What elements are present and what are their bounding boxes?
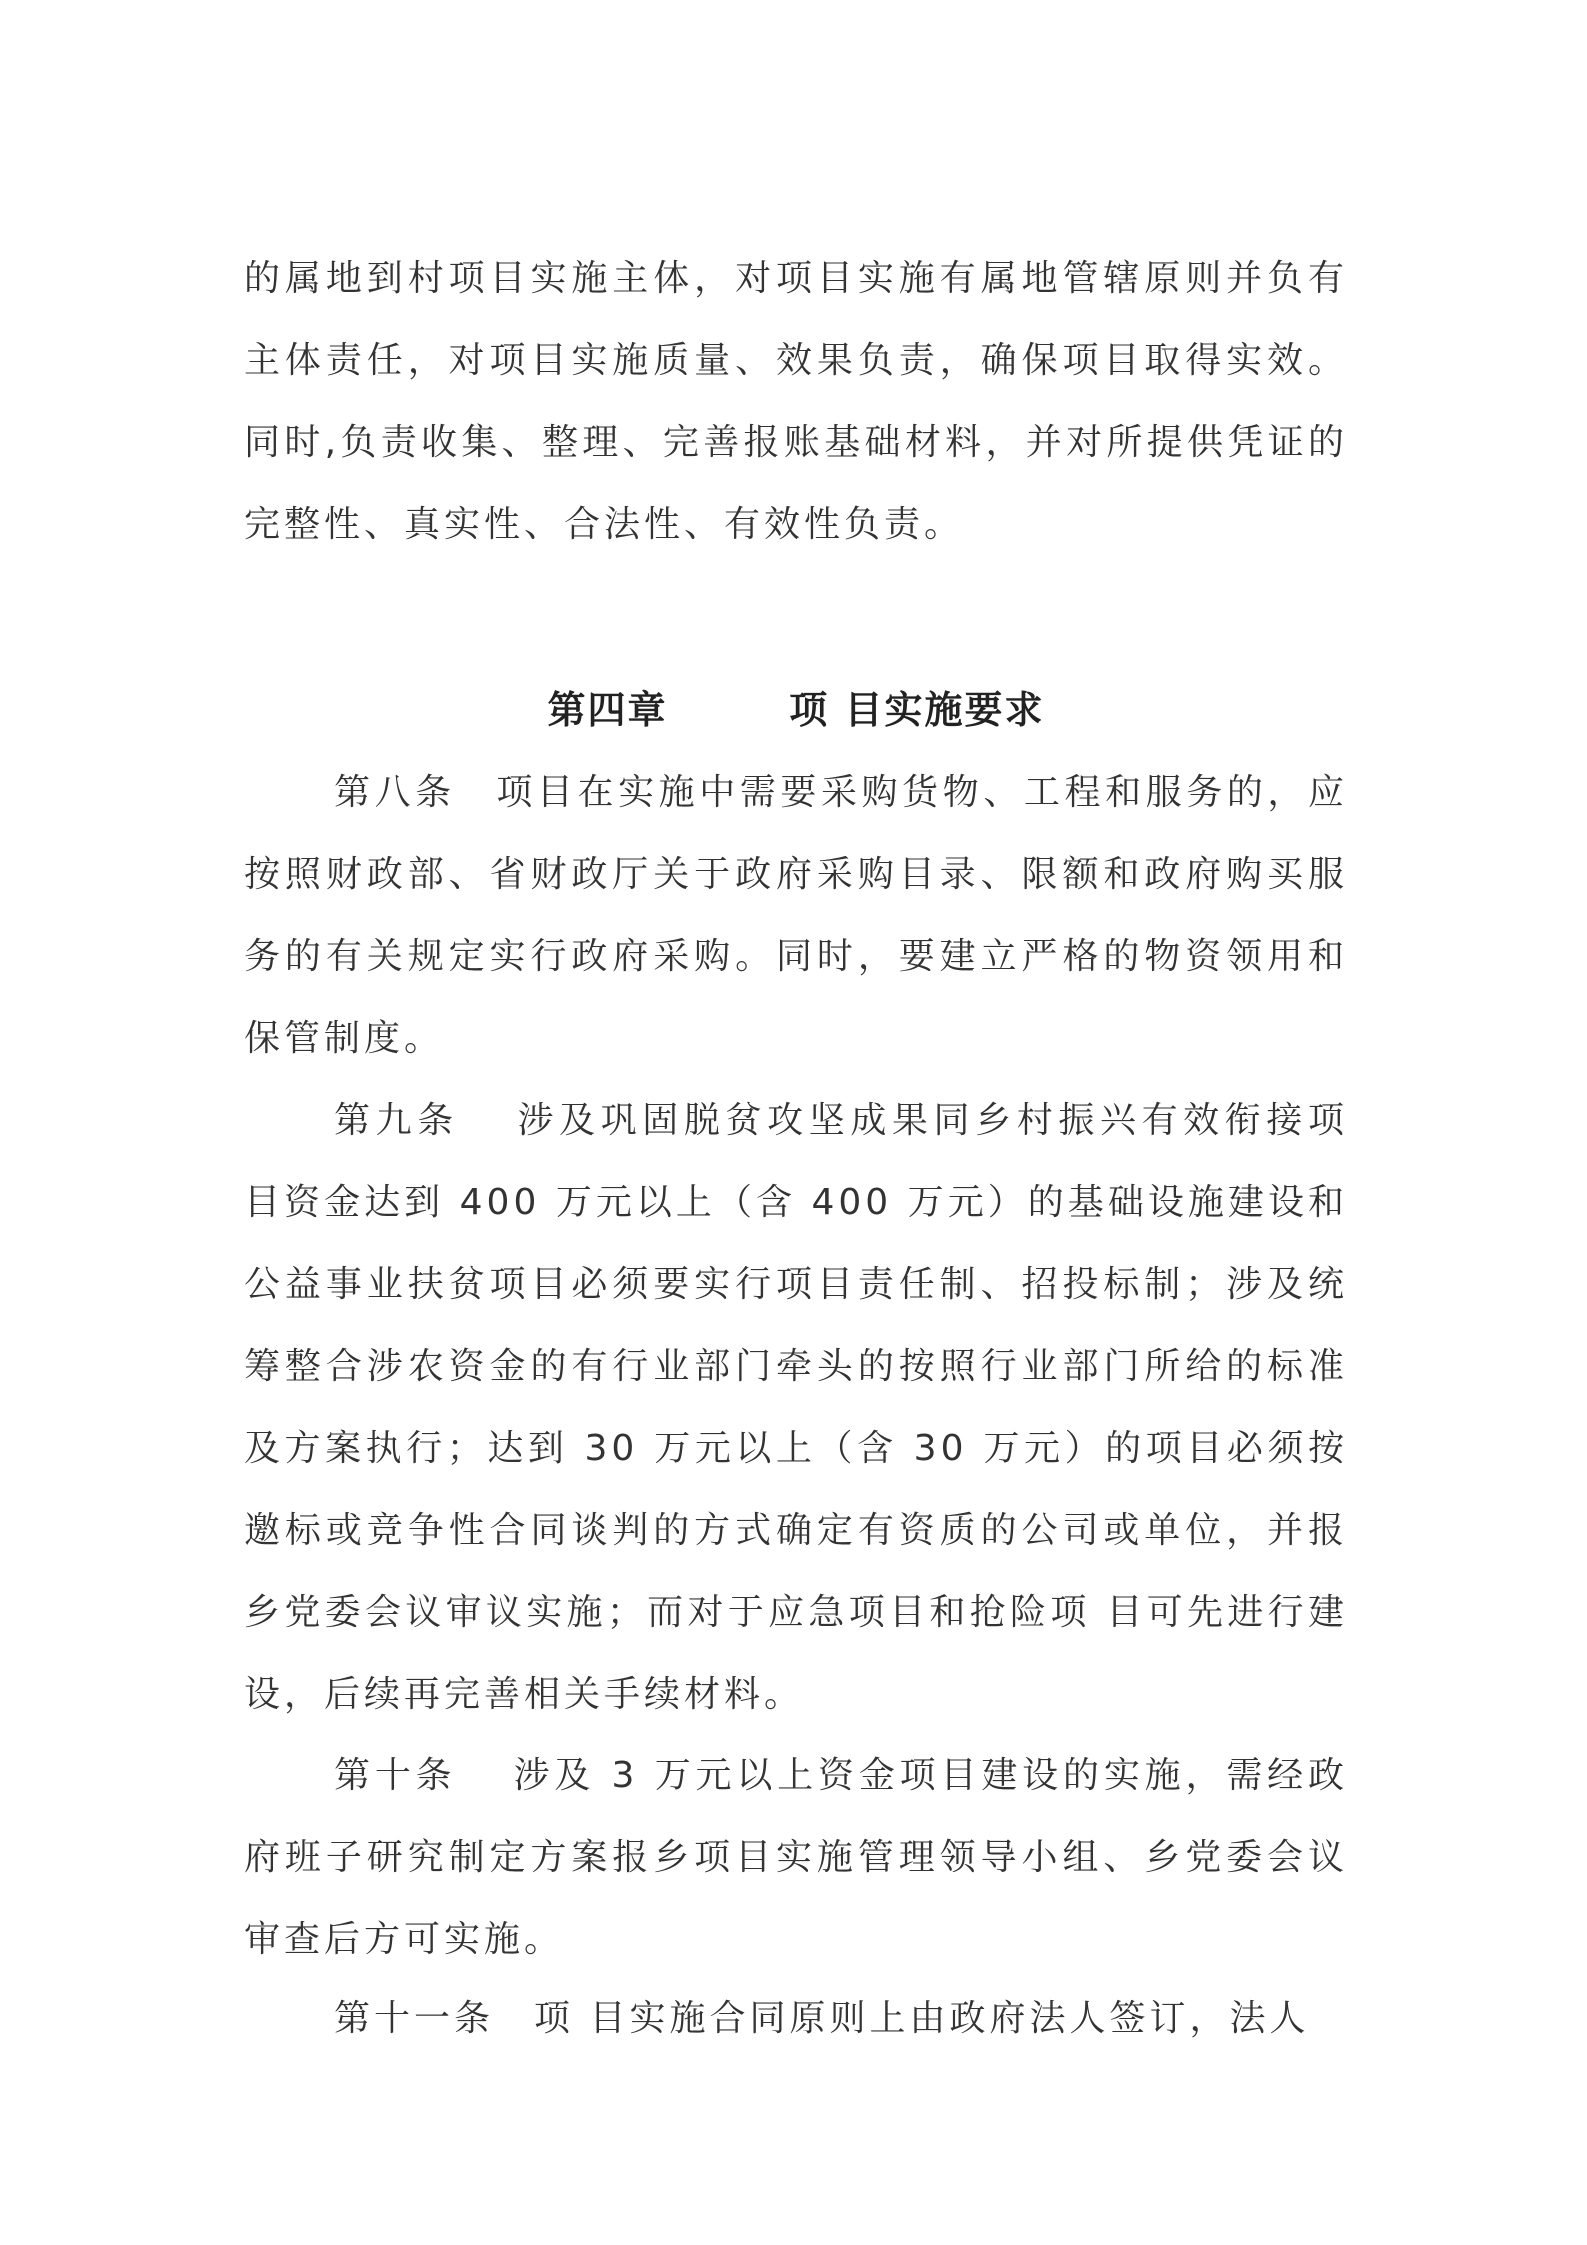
article-11: 第十一条 项 目实施合同原则上由政府法人签订，法人 (334, 1998, 1310, 2039)
chapter-heading: 第四章 项 目实施要求 (547, 687, 1045, 732)
article-10: 第十条 涉及 3 万元以上资金项目建设的实施，需经政府班子研究制定方案报乡项目实施管理领导小组、乡党委会议审查后方可实施。 (244, 1755, 1348, 1960)
article-8: 第八条 项目在实施中需要采购货物、工程和服务的，应按照财政部、省财政厅关于政府采购目录、限额和政府购买服务的有关规定实行政府采购。同时，要建立严格的物资领用和保管制度。 (244, 772, 1348, 1059)
article-9: 第九条 涉及巩固脱贫攻坚成果同乡村振兴有效衔接项目资金达到 400 万元以上（含 400 万元）的基础设施建设和公益事业扶贫项目必须要实行项目责任制、招投标制；涉及统筹整合涉农资金的有行业部门牵头的按照行业部门所给的标准及方案执行；达到 30 万元以上（含 30 万元）的项目必须按邀标或竞争性合同谈判的方式确定有资质的公司或单位，并报乡党委会议审议实施；而对于应急项目和抢险项 目可先进行建设，后续再完善相关手续材料。 (244, 1100, 1348, 1715)
paragraph-continuation: 的属地到村项目实施主体，对项目实施有属地管辖原则并负有主体责任，对项目实施质量、效果负责，确保项目取得实效。同时,负责收集、整理、完善报账基础材料，并对所提供凭证的完整性、真实性、合法性、有效性负责。 (244, 258, 1348, 545)
